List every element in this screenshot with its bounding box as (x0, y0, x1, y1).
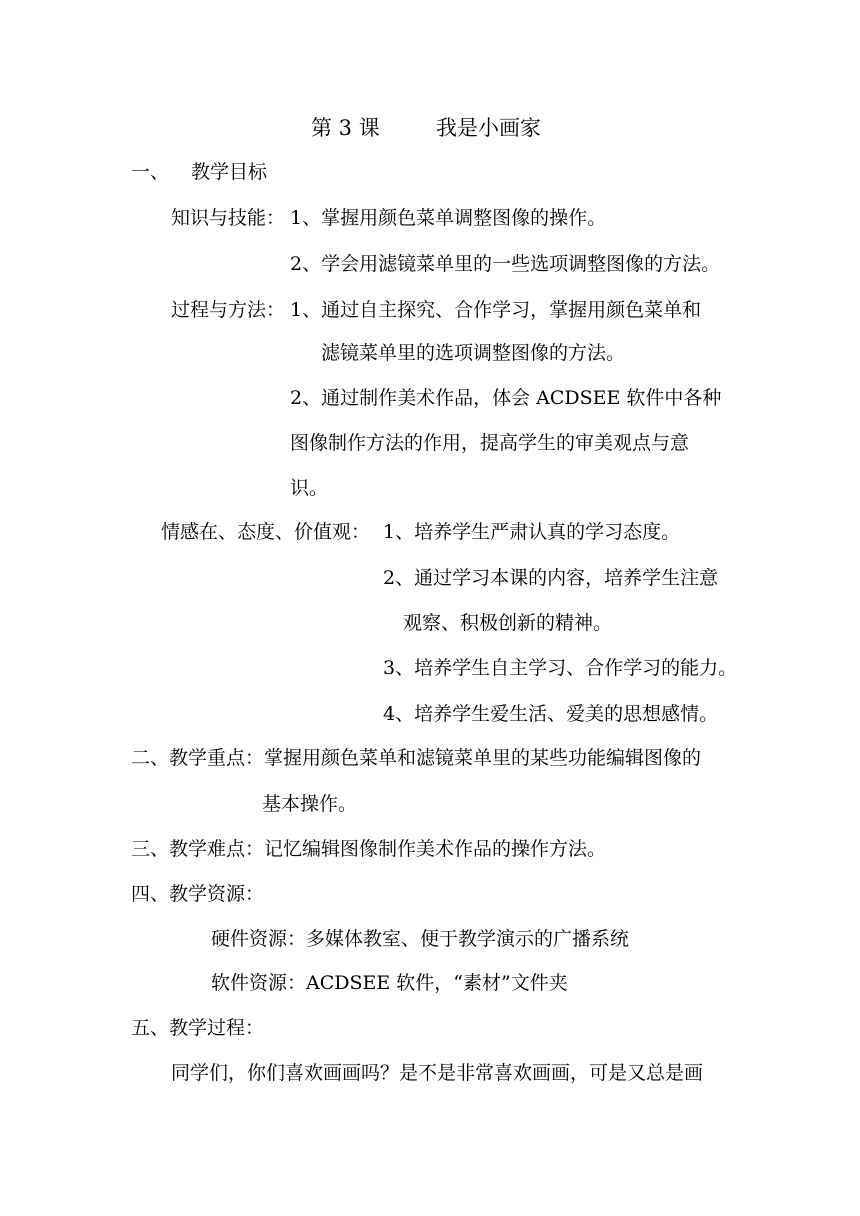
section2-line-2: 基本操作。 (262, 793, 358, 815)
hardware-resources: 硬件资源：多媒体教室、便于教学演示的广播系统 (211, 928, 630, 950)
knowledge-item-2: 2、学会用滤镜菜单里的一些选项调整图像的方法。 (290, 253, 721, 275)
emotion-item-2-line-2: 观察、积极创新的精神。 (403, 612, 613, 634)
section2-line-1: 二、教学重点：掌握用颜色菜单和滤镜菜单里的某些功能编辑图像的 (131, 747, 702, 769)
process-label: 过程与方法： (171, 299, 286, 321)
emotion-item-4: 4、培养学生爱生活、爱美的思想感情。 (383, 703, 719, 725)
emotion-item-2-line-1: 2、通过学习本课的内容，培养学生注意 (383, 567, 719, 589)
section1-heading: 教学目标 (191, 161, 268, 183)
knowledge-label: 知识与技能： (171, 207, 286, 229)
process-item-1-line-1: 1、通过自主探究、合作学习，掌握用颜色菜单和 (290, 299, 702, 321)
section4-heading: 四、教学资源： (131, 883, 265, 905)
emotion-item-3: 3、培养学生自主学习、合作学习的能力。 (383, 657, 738, 679)
process-item-2-line-3: 识。 (290, 477, 329, 499)
knowledge-item-1: 1、掌握用颜色菜单调整图像的操作。 (290, 207, 607, 229)
emotion-label: 情感在、态度、价值观： (161, 521, 371, 543)
section3-line-1: 三、教学难点：记忆编辑图像制作美术作品的操作方法。 (131, 838, 607, 860)
process-item-1-line-2: 滤镜菜单里的选项调整图像的方法。 (321, 342, 626, 364)
process-item-2-line-2: 图像制作方法的作用，提高学生的审美观点与意 (290, 432, 690, 454)
lesson-title: 我是小画家 (436, 116, 541, 140)
software-resources: 软件资源：ACDSEE 软件，“素材”文件夹 (211, 972, 568, 994)
section1-number: 一、 (131, 161, 170, 183)
lesson-number: 第 3 课 (311, 116, 380, 140)
section5-heading: 五、教学过程： (131, 1017, 265, 1039)
process-item-2-line-1: 2、通过制作美术作品，体会 ACDSEE 软件中各种 (290, 387, 722, 409)
emotion-item-1: 1、培养学生严肃认真的学习态度。 (383, 521, 681, 543)
section5-paragraph-1: 同学们，你们喜欢画画吗？是不是非常喜欢画画，可是又总是画 (171, 1062, 704, 1084)
